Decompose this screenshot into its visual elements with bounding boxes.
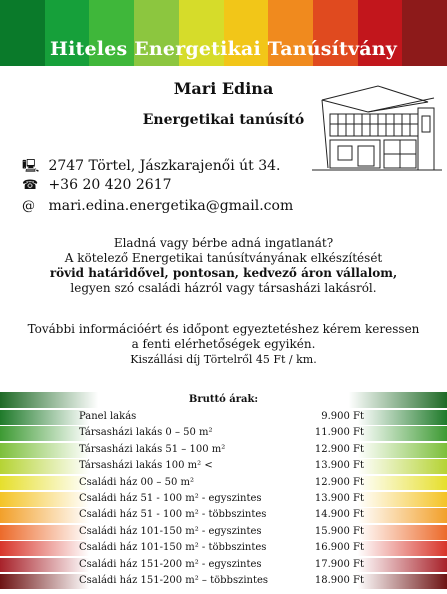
price-row-label: Panel lakás <box>79 411 137 422</box>
telephone-icon: ☎ <box>22 178 39 193</box>
price-row-label: Családi ház 101-150 m² - egyszintes <box>79 525 262 537</box>
price-row-label: Családi ház 151-200 m² – többszintes <box>79 575 269 586</box>
price-row-label: Családi ház 00 – 50 m² <box>79 476 195 488</box>
intro-paragraph <box>0 236 447 296</box>
intro-line-4: legyen szó családi házról vagy társasházi lakásról. <box>70 281 377 295</box>
table-row <box>0 443 447 458</box>
price-row-value: 12.900 Ft <box>314 443 364 455</box>
intro-line-2: A kötelező Energetikai tanúsítványának elkészítését <box>64 251 383 265</box>
contact-email <box>22 198 293 214</box>
at-icon: @ <box>22 199 35 214</box>
price-row-value: 17.900 Ft <box>314 558 364 570</box>
table-row <box>0 525 447 540</box>
person-role: Energetikai tanúsító <box>142 112 305 128</box>
price-table <box>0 392 447 590</box>
price-row-label: Társasházi lakás 0 – 50 m² <box>79 427 213 439</box>
table-row <box>0 476 447 491</box>
info-line-1: További információért és időpont egyeztetéshez kérem keressen <box>27 322 420 336</box>
table-row <box>0 459 447 474</box>
price-row-label: Családi ház 51 - 100 m² - egyszintes <box>79 493 262 504</box>
mailbox-icon: 🖳 <box>22 159 40 174</box>
price-row-label: Családi ház 151-200 m² - egyszintes <box>79 558 262 570</box>
email-text: mari.edina.energetika@gmail.com <box>48 198 294 214</box>
price-row-value: 11.900 Ft <box>314 427 364 439</box>
info-line-3: Kiszállási díj Törtelről 45 Ft / km. <box>130 353 317 366</box>
price-row-value: 13.900 Ft <box>314 493 364 504</box>
price-row-label: Családi ház 101-150 m² - többszintes <box>79 542 267 554</box>
table-row <box>0 558 447 573</box>
table-row <box>0 574 447 589</box>
price-row-value: 18.900 Ft <box>314 575 364 586</box>
price-row-value: 14.900 Ft <box>314 509 364 521</box>
table-row <box>0 541 447 556</box>
price-row-label: Családi ház 51 - 100 m² - többszintes <box>79 509 267 521</box>
house-drawing-icon <box>308 78 444 178</box>
table-row <box>0 410 447 425</box>
table-row <box>0 508 447 523</box>
price-table-header: Bruttó árak: <box>188 394 259 405</box>
price-row-value: 9.900 Ft <box>321 411 364 422</box>
info-paragraph <box>0 322 447 367</box>
price-row-label: Társasházi lakás 51 – 100 m² <box>79 443 226 455</box>
person-name: Mari Edina <box>173 79 274 98</box>
intro-line-1: Eladná vagy bérbe adná ingatlanát? <box>113 236 334 250</box>
price-row-value: 16.900 Ft <box>314 542 364 554</box>
price-row-value: 15.900 Ft <box>314 525 364 537</box>
price-row-value: 13.900 Ft <box>314 460 364 472</box>
table-row <box>0 492 447 507</box>
price-row-label: Társasházi lakás 100 m² < <box>79 460 213 472</box>
table-row <box>0 426 447 441</box>
intro-line-3: rövid határidővel, pontosan, kedvező áron vállalom, <box>49 266 398 280</box>
price-row-value: 12.900 Ft <box>314 476 364 488</box>
contact-address <box>22 157 281 179</box>
page-title: Hiteles Energetikai Tanúsítvány <box>49 38 398 60</box>
contact-phone <box>22 177 172 193</box>
info-line-2: a fenti elérhetőségek egyikén. <box>131 337 316 351</box>
address-text: 2747 Törtel, Jászkarajenői út 34. <box>48 158 281 174</box>
phone-text: +36 20 420 2617 <box>48 177 172 193</box>
